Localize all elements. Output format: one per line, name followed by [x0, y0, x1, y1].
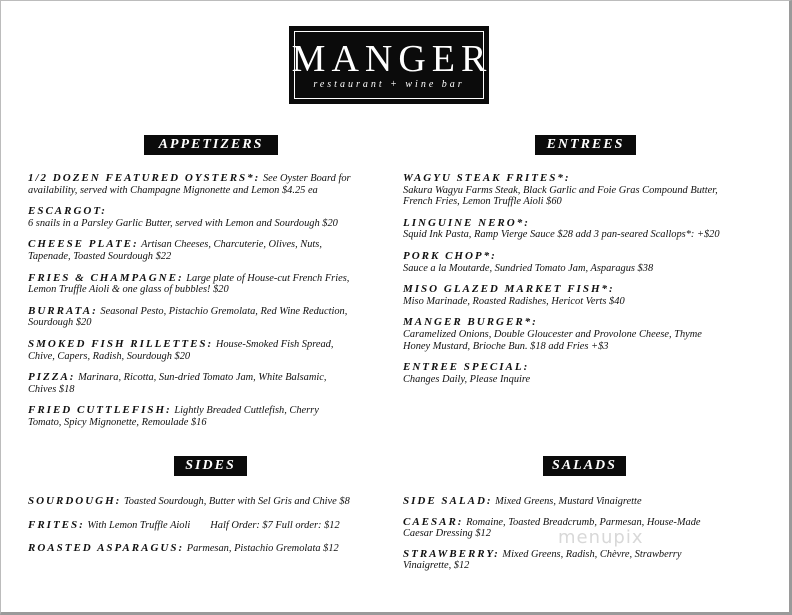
menu-item — [28, 273, 393, 296]
item-name: SIDE SALAD: — [403, 495, 493, 507]
menu-item — [28, 306, 393, 329]
item-description: Lemon Truffle Aioli & one glass of bubbles! $20 — [28, 284, 229, 296]
menu-item — [28, 206, 393, 229]
item-description: House-Smoked Fish Spread, — [215, 338, 334, 350]
entrees-list — [403, 173, 783, 395]
item-price: Half Order: $7 Full order: $12 — [210, 519, 340, 531]
item-description: Sauce a la Moutarde, Sundried Tomato Jam, Asparagus $38 — [403, 262, 654, 274]
watermark: menupix — [558, 527, 644, 548]
appetizers-heading: APPETIZERS — [144, 135, 278, 155]
item-description: Mixed Greens, Radish, Chèvre, Strawberry — [502, 548, 682, 560]
sides-heading: SIDES — [174, 456, 247, 476]
item-name: LINGUINE NERO*: — [403, 216, 530, 229]
menu-item — [403, 496, 783, 508]
item-description: Changes Daily, Please Inquire — [403, 373, 531, 385]
item-description: Sourdough $20 — [28, 317, 92, 329]
menu-item — [403, 362, 783, 385]
restaurant-logo — [289, 26, 493, 104]
menu-item — [28, 173, 393, 196]
item-description: Tomato, Spicy Mignonette, Remoulade $16 — [28, 416, 207, 428]
item-description: Toasted Sourdough, Butter with Sel Gris and Chive $8 — [123, 496, 350, 507]
item-description: Seasonal Pesto, Pistachio Gremolata, Red Wine Reduction, — [100, 305, 348, 317]
item-name: SMOKED FISH RILLETTES: — [28, 337, 214, 350]
logo-subtitle: restaurant + wine bar — [313, 79, 465, 90]
item-description: Parmesan, Pistachio Gremolata $12 — [186, 543, 339, 555]
menu-item — [403, 284, 783, 307]
item-description: Miso Marinade, Roasted Radishes, Hericot Verts $40 — [403, 295, 625, 307]
menu-item — [28, 239, 393, 262]
item-description: French Fries, Lemon Truffle Aioli $60 — [403, 196, 562, 208]
item-name: ESCARGOT: — [28, 205, 107, 218]
item-description: Romaine, Toasted Breadcrumb, Parmesan, House-Made — [466, 516, 701, 528]
item-name: SOURDOUGH: — [28, 495, 122, 507]
item-description: With Lemon Truffle Aioli — [87, 519, 191, 531]
item-name: MANGER BURGER*: — [403, 316, 538, 329]
item-description: Lightly Breaded Cuttlefish, Cherry — [174, 405, 319, 417]
menu-item — [28, 339, 393, 362]
item-description: Tapenade, Toasted Sourdough $22 — [28, 250, 172, 262]
item-name: WAGYU STEAK FRITES*: — [403, 172, 571, 184]
salads-heading: SALADS — [543, 456, 626, 476]
item-description: Squid Ink Pasta, Ramp Vierge Sauce $28 add 3 pan-seared Scallops*: +$20 — [403, 229, 720, 241]
logo-name: MANGER — [291, 38, 493, 80]
item-description: Marinara, Ricotta, Sun-dried Tomato Jam, White Balsamic, — [78, 372, 327, 384]
item-name: STRAWBERRY: — [403, 547, 500, 560]
item-description: Caramelized Onions, Double Gloucester and Provolone Cheese, Thyme — [403, 328, 702, 340]
item-name: CAESAR: — [403, 515, 464, 528]
item-description: availability, served with Champagne Mignonette and Lemon $4.25 ea — [28, 184, 318, 196]
item-name: CHEESE PLATE: — [28, 238, 139, 251]
item-name: FRITES: — [28, 518, 85, 531]
menu-item — [28, 543, 393, 555]
item-description: Chives $18 — [28, 383, 75, 395]
menu-item — [28, 372, 393, 395]
item-description: Chive, Capers, Radish, Sourdough $20 — [28, 350, 191, 362]
item-name: PIZZA: — [28, 371, 76, 384]
menu-item — [28, 520, 393, 532]
item-description: Caesar Dressing $12 — [403, 528, 491, 540]
sides-list — [28, 496, 393, 565]
item-description: See Oyster Board for — [262, 173, 351, 184]
item-name: MISO GLAZED MARKET FISH*: — [403, 283, 615, 296]
item-description: Large plate of House-cut French Fries, — [186, 272, 350, 284]
item-description: Artisan Cheeses, Charcuterie, Olives, Nuts, — [141, 239, 322, 251]
menu-item — [403, 317, 783, 352]
appetizers-list — [28, 173, 393, 439]
menu-item — [403, 218, 783, 241]
item-description: 6 snails in a Parsley Garlic Butter, served with Lemon and Sourdough $20 — [28, 217, 338, 229]
item-description: Sakura Wagyu Farms Steak, Black Garlic and Foie Gras Compound Butter, — [403, 184, 718, 196]
entrees-heading: ENTREES — [535, 135, 636, 155]
item-description: Mixed Greens, Mustard Vinaigrette — [495, 496, 642, 507]
item-name: ROASTED ASPARAGUS: — [28, 542, 185, 555]
item-name: FRIES & CHAMPAGNE: — [28, 271, 184, 284]
item-name: ENTREE SPECIAL: — [403, 361, 530, 374]
item-description: Honey Mustard, Brioche Bun. $18 add Fries +$3 — [403, 340, 609, 352]
item-description: Vinaigrette, $12 — [403, 560, 470, 572]
logo-frame — [291, 31, 493, 99]
menu-item — [403, 251, 783, 274]
menu-item — [28, 405, 393, 428]
item-name: BURRATA: — [28, 304, 98, 317]
menu-item — [403, 173, 783, 208]
menu-item — [28, 496, 393, 508]
item-name: FRIED CUTTLEFISH: — [28, 404, 172, 417]
item-name: PORK CHOP*: — [403, 249, 497, 262]
menu-item — [403, 549, 783, 572]
item-name: 1/2 DOZEN FEATURED OYSTERS*: — [28, 172, 261, 184]
